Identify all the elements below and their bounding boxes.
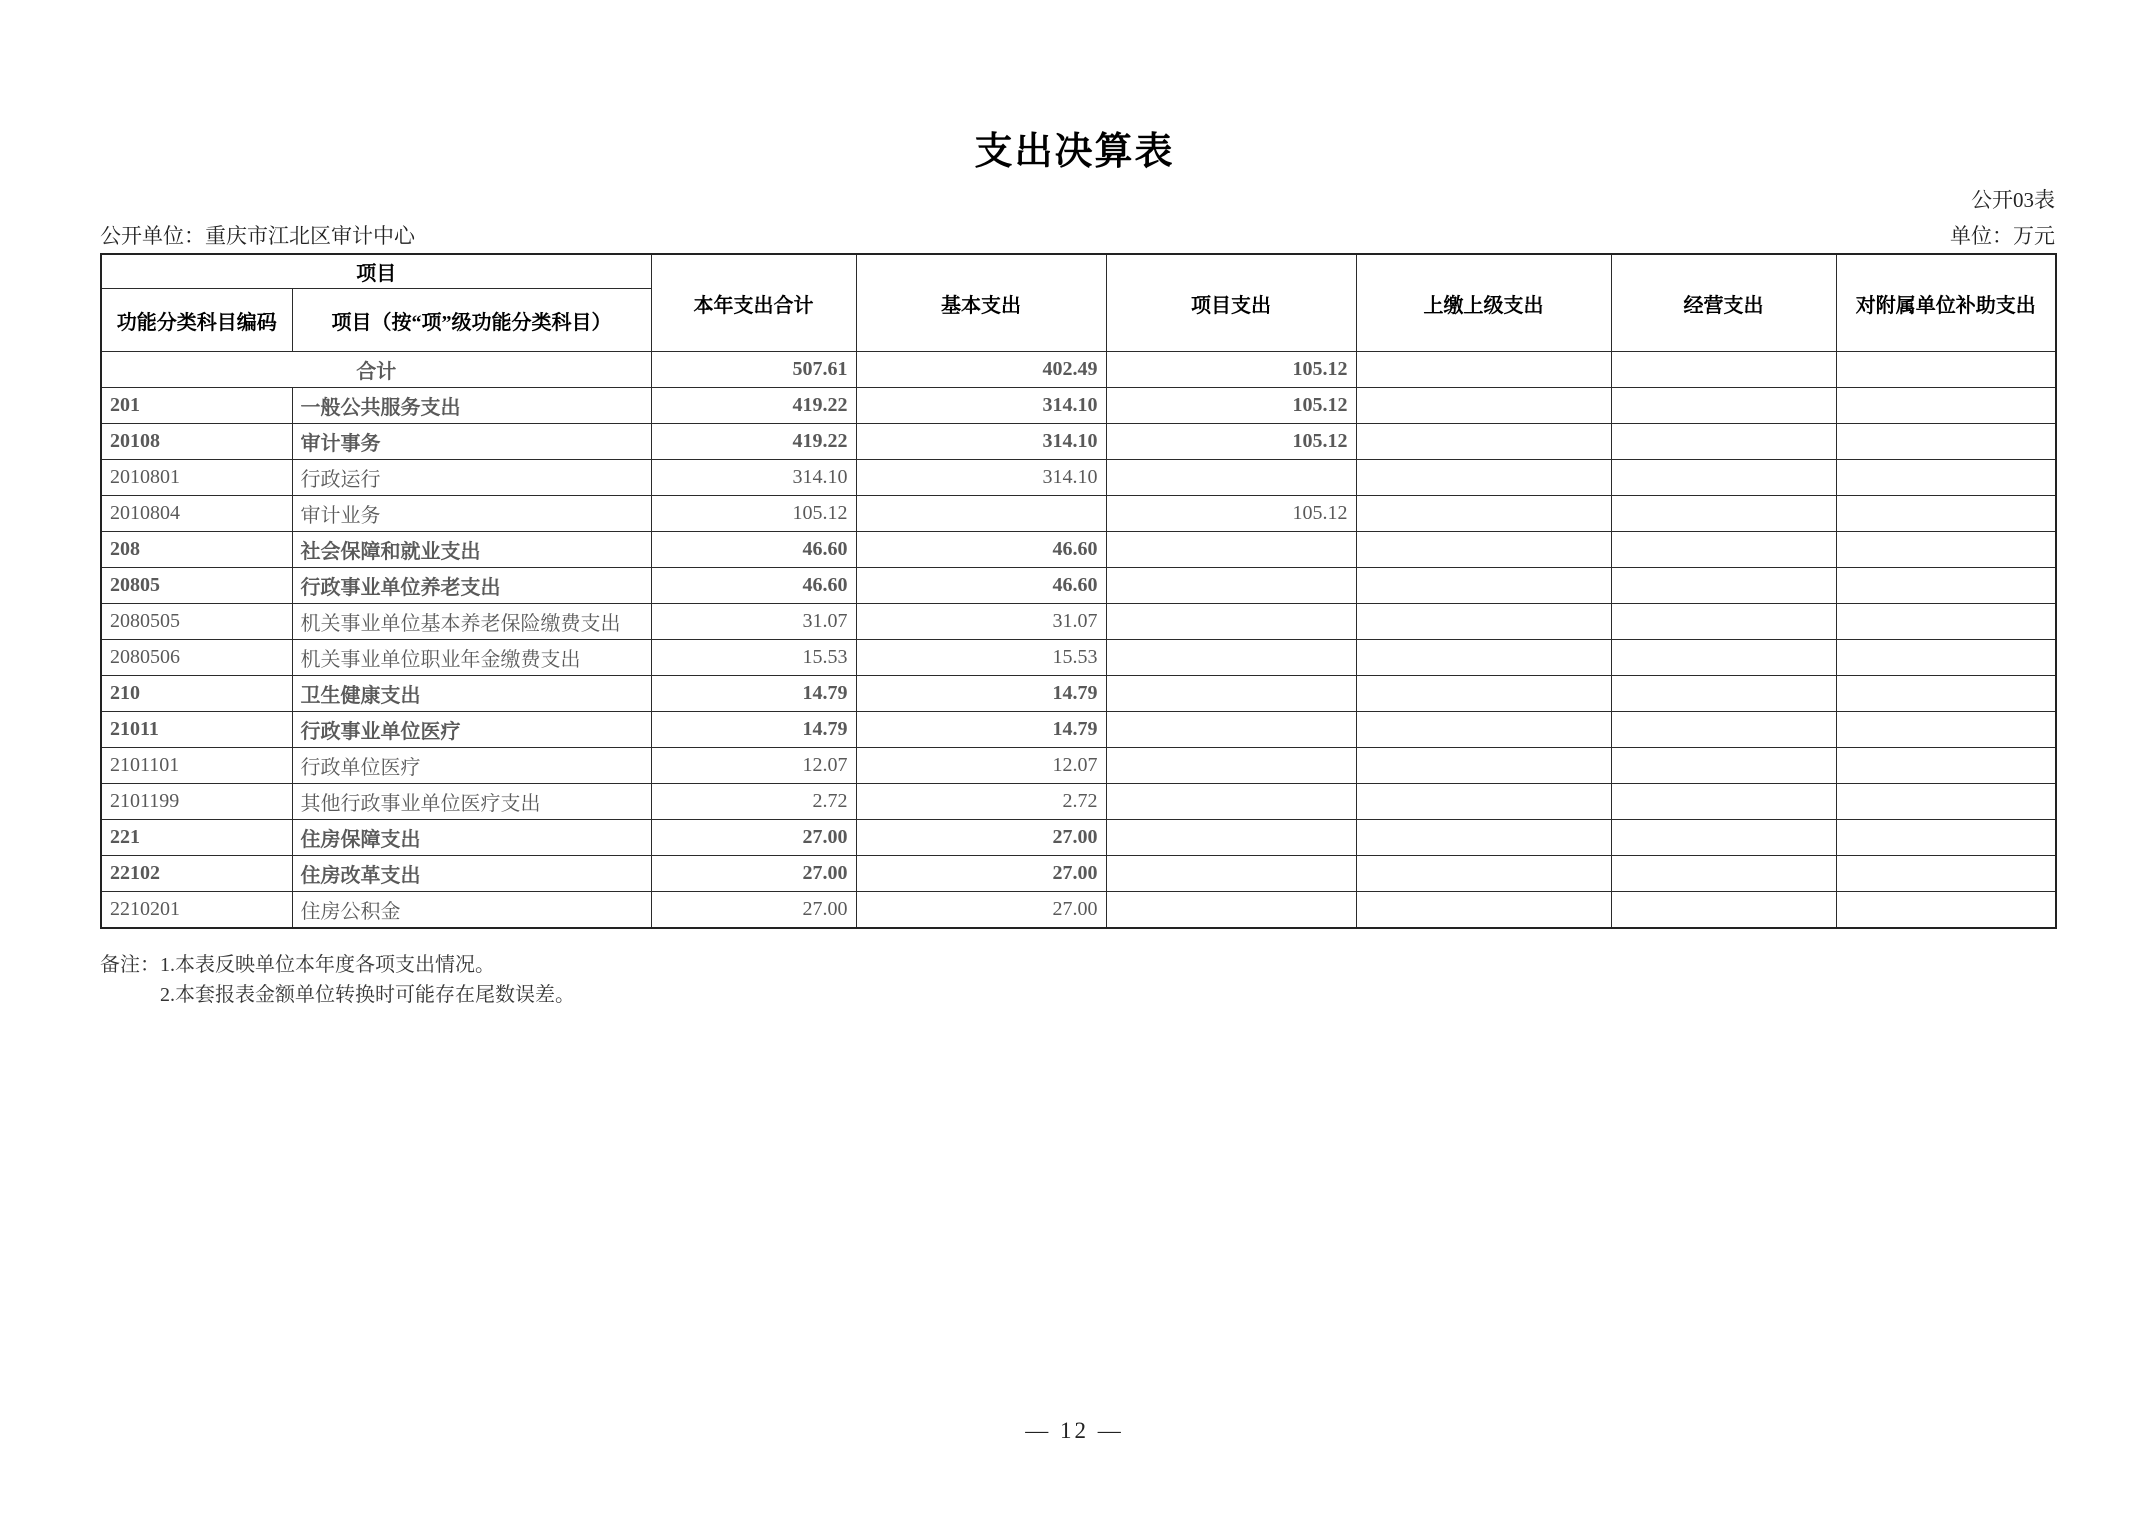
currency-unit-label: 单位：万元 xyxy=(1950,224,2055,248)
table-body xyxy=(101,352,2056,929)
cell-project: 105.12 xyxy=(1106,424,1356,460)
publishing-org-label: 公开单位：重庆市江北区审计中心 xyxy=(100,224,415,248)
cell-upper xyxy=(1356,820,1611,856)
cell-operating xyxy=(1611,352,1836,388)
cell-project xyxy=(1106,856,1356,892)
cell-item: 一般公共服务支出 xyxy=(292,388,651,424)
cell-basic: 402.49 xyxy=(856,352,1106,388)
cell-upper xyxy=(1356,604,1611,640)
header-col-basic: 基本支出 xyxy=(856,254,1106,352)
cell-item: 社会保障和就业支出 xyxy=(292,532,651,568)
cell-code: 20805 xyxy=(101,568,292,604)
cell-item: 其他行政事业单位医疗支出 xyxy=(292,784,651,820)
header-col-code: 功能分类科目编码 xyxy=(101,289,292,352)
cell-code: 210 xyxy=(101,676,292,712)
cell-item: 行政事业单位养老支出 xyxy=(292,568,651,604)
cell-code: 2080505 xyxy=(101,604,292,640)
header-col-operating: 经营支出 xyxy=(1611,254,1836,352)
cell-operating xyxy=(1611,712,1836,748)
table-row xyxy=(101,892,2056,929)
cell-item: 住房公积金 xyxy=(292,892,651,929)
cell-upper xyxy=(1356,460,1611,496)
cell-project xyxy=(1106,604,1356,640)
cell-operating xyxy=(1611,892,1836,929)
header-col-item: 项目（按“项”级功能分类科目） xyxy=(292,289,651,352)
cell-subsidy xyxy=(1836,424,2056,460)
cell-code: 2101101 xyxy=(101,748,292,784)
cell-project xyxy=(1106,640,1356,676)
cell-subsidy xyxy=(1836,352,2056,388)
cell-total: 507.61 xyxy=(651,352,856,388)
cell-project xyxy=(1106,748,1356,784)
table-row xyxy=(101,460,2056,496)
cell-item: 行政事业单位医疗 xyxy=(292,712,651,748)
cell-code: 2210201 xyxy=(101,892,292,929)
cell-operating xyxy=(1611,640,1836,676)
table-row xyxy=(101,676,2056,712)
table-row xyxy=(101,856,2056,892)
cell-subsidy xyxy=(1836,676,2056,712)
cell-total: 14.79 xyxy=(651,676,856,712)
cell-subsidy xyxy=(1836,568,2056,604)
cell-project xyxy=(1106,460,1356,496)
footnote-prefix: 备注： xyxy=(100,954,160,976)
header-col-subsidy: 对附属单位补助支出 xyxy=(1836,254,2056,352)
cell-basic: 2.72 xyxy=(856,784,1106,820)
cell-total: 46.60 xyxy=(651,568,856,604)
footnotes xyxy=(100,950,575,1010)
cell-basic: 12.07 xyxy=(856,748,1106,784)
cell-basic: 314.10 xyxy=(856,460,1106,496)
cell-upper xyxy=(1356,676,1611,712)
footnote-1-text: 1.本表反映单位本年度各项支出情况。 xyxy=(160,954,495,976)
footnote-line-1 xyxy=(100,950,575,980)
cell-total: 105.12 xyxy=(651,496,856,532)
cell-upper xyxy=(1356,892,1611,929)
header-col-project-exp: 项目支出 xyxy=(1106,254,1356,352)
cell-project xyxy=(1106,784,1356,820)
cell-item: 卫生健康支出 xyxy=(292,676,651,712)
table-row xyxy=(101,748,2056,784)
cell-operating xyxy=(1611,748,1836,784)
cell-subsidy xyxy=(1836,496,2056,532)
table-row xyxy=(101,820,2056,856)
cell-code: 2010801 xyxy=(101,460,292,496)
table-row xyxy=(101,532,2056,568)
cell-total: 2.72 xyxy=(651,784,856,820)
table-row xyxy=(101,568,2056,604)
cell-item: 住房保障支出 xyxy=(292,820,651,856)
cell-total: 419.22 xyxy=(651,388,856,424)
cell-project: 105.12 xyxy=(1106,496,1356,532)
header-group-project: 项目 xyxy=(101,254,651,289)
cell-total: 419.22 xyxy=(651,424,856,460)
cell-item: 住房改革支出 xyxy=(292,856,651,892)
cell-project xyxy=(1106,892,1356,929)
cell-subsidy xyxy=(1836,388,2056,424)
table-row xyxy=(101,604,2056,640)
cell-subsidy xyxy=(1836,460,2056,496)
cell-operating xyxy=(1611,424,1836,460)
cell-upper xyxy=(1356,712,1611,748)
cell-total: 27.00 xyxy=(651,820,856,856)
cell-project xyxy=(1106,532,1356,568)
cell-upper xyxy=(1356,496,1611,532)
footnote-2-text: 2.本套报表金额单位转换时可能存在尾数误差。 xyxy=(160,984,575,1006)
cell-code: 2080506 xyxy=(101,640,292,676)
cell-project: 105.12 xyxy=(1106,388,1356,424)
cell-total: 15.53 xyxy=(651,640,856,676)
cell-subsidy xyxy=(1836,640,2056,676)
cell-subsidy xyxy=(1836,820,2056,856)
table-code-label: 公开03表 xyxy=(1971,188,2055,212)
cell-total: 314.10 xyxy=(651,460,856,496)
cell-operating xyxy=(1611,460,1836,496)
table-row xyxy=(101,424,2056,460)
cell-upper xyxy=(1356,388,1611,424)
cell-basic: 14.79 xyxy=(856,676,1106,712)
cell-operating xyxy=(1611,820,1836,856)
cell-basic: 314.10 xyxy=(856,388,1106,424)
table-header xyxy=(101,254,2056,352)
cell-upper xyxy=(1356,856,1611,892)
cell-subsidy xyxy=(1836,604,2056,640)
page-number: — 12 — xyxy=(1025,1418,1124,1443)
cell-code: 2101199 xyxy=(101,784,292,820)
table-row xyxy=(101,352,2056,388)
cell-total: 14.79 xyxy=(651,712,856,748)
cell-basic: 31.07 xyxy=(856,604,1106,640)
cell-subsidy xyxy=(1836,856,2056,892)
footnote-line-2 xyxy=(160,980,575,1010)
cell-operating xyxy=(1611,532,1836,568)
cell-item: 机关事业单位基本养老保险缴费支出 xyxy=(292,604,651,640)
cell-project xyxy=(1106,820,1356,856)
cell-total-label: 合计 xyxy=(101,352,651,388)
header-col-total: 本年支出合计 xyxy=(651,254,856,352)
page-title: 支出决算表 xyxy=(974,131,1175,173)
cell-total: 46.60 xyxy=(651,532,856,568)
cell-basic: 46.60 xyxy=(856,532,1106,568)
cell-total: 31.07 xyxy=(651,604,856,640)
cell-code: 221 xyxy=(101,820,292,856)
cell-item: 机关事业单位职业年金缴费支出 xyxy=(292,640,651,676)
table-row xyxy=(101,388,2056,424)
cell-item: 行政单位医疗 xyxy=(292,748,651,784)
cell-code: 208 xyxy=(101,532,292,568)
cell-basic: 14.79 xyxy=(856,712,1106,748)
cell-operating xyxy=(1611,388,1836,424)
cell-operating xyxy=(1611,676,1836,712)
cell-total: 12.07 xyxy=(651,748,856,784)
cell-item: 审计业务 xyxy=(292,496,651,532)
table-row xyxy=(101,784,2056,820)
cell-upper xyxy=(1356,748,1611,784)
cell-basic xyxy=(856,496,1106,532)
cell-basic: 15.53 xyxy=(856,640,1106,676)
cell-code: 22102 xyxy=(101,856,292,892)
cell-subsidy xyxy=(1836,784,2056,820)
cell-upper xyxy=(1356,784,1611,820)
cell-code: 20108 xyxy=(101,424,292,460)
cell-upper xyxy=(1356,568,1611,604)
header-col-upper: 上缴上级支出 xyxy=(1356,254,1611,352)
cell-basic: 27.00 xyxy=(856,820,1106,856)
cell-operating xyxy=(1611,568,1836,604)
cell-project: 105.12 xyxy=(1106,352,1356,388)
cell-code: 201 xyxy=(101,388,292,424)
cell-basic: 46.60 xyxy=(856,568,1106,604)
cell-project xyxy=(1106,712,1356,748)
expenditure-table xyxy=(100,253,2057,929)
cell-upper xyxy=(1356,640,1611,676)
cell-subsidy xyxy=(1836,748,2056,784)
cell-operating xyxy=(1611,856,1836,892)
cell-basic: 27.00 xyxy=(856,856,1106,892)
cell-operating xyxy=(1611,496,1836,532)
cell-project xyxy=(1106,676,1356,712)
cell-subsidy xyxy=(1836,712,2056,748)
cell-operating xyxy=(1611,604,1836,640)
table-row xyxy=(101,496,2056,532)
table-row xyxy=(101,640,2056,676)
cell-item: 审计事务 xyxy=(292,424,651,460)
table-row xyxy=(101,712,2056,748)
cell-upper xyxy=(1356,352,1611,388)
cell-code: 21011 xyxy=(101,712,292,748)
cell-total: 27.00 xyxy=(651,856,856,892)
cell-subsidy xyxy=(1836,532,2056,568)
cell-basic: 27.00 xyxy=(856,892,1106,929)
cell-project xyxy=(1106,568,1356,604)
cell-operating xyxy=(1611,784,1836,820)
cell-upper xyxy=(1356,532,1611,568)
cell-item: 行政运行 xyxy=(292,460,651,496)
cell-upper xyxy=(1356,424,1611,460)
cell-total: 27.00 xyxy=(651,892,856,929)
cell-subsidy xyxy=(1836,892,2056,929)
cell-code: 2010804 xyxy=(101,496,292,532)
cell-basic: 314.10 xyxy=(856,424,1106,460)
